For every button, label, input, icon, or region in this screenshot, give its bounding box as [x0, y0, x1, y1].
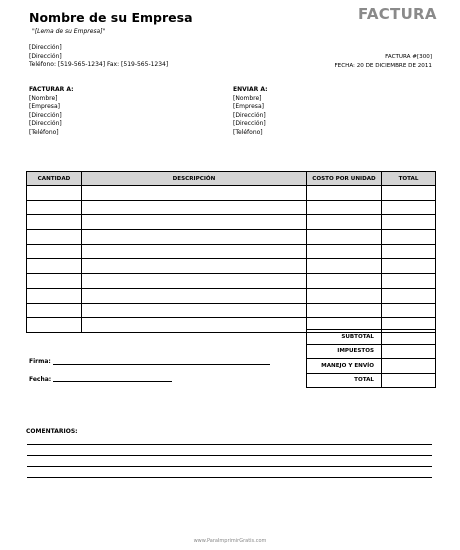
totals-table: [306, 329, 436, 388]
total-cell[interactable]: [382, 274, 436, 289]
unit-cost-cell[interactable]: [307, 186, 382, 201]
description-cell[interactable]: [82, 230, 307, 245]
table-row: [27, 230, 436, 245]
column-header-quantity: CANTIDAD: [27, 172, 82, 186]
items-header-row: [27, 172, 436, 186]
column-header-description: DESCRIPCIÓN: [82, 172, 307, 186]
bill-to-line: [Teléfono]: [29, 128, 59, 136]
totals-row-total: [307, 373, 436, 388]
ship-to-line: [Dirección]: [233, 111, 266, 119]
signature-line[interactable]: [53, 364, 270, 365]
bill-to-line: [Dirección]: [29, 111, 62, 119]
table-row: [27, 200, 436, 215]
unit-cost-cell[interactable]: [307, 259, 382, 274]
column-header-unit-cost: COSTO POR UNIDAD: [307, 172, 382, 186]
comment-line[interactable]: [27, 466, 432, 467]
quantity-cell[interactable]: [27, 215, 82, 230]
comments-label: COMENTARIOS:: [26, 428, 78, 435]
total-cell[interactable]: [382, 288, 436, 303]
description-cell[interactable]: [82, 200, 307, 215]
sender-address-line: [Dirección]: [29, 52, 62, 60]
bill-to-line: [Dirección]: [29, 120, 62, 128]
description-cell[interactable]: [82, 244, 307, 259]
quantity-cell[interactable]: [27, 230, 82, 245]
taxes-label: IMPUESTOS: [307, 344, 382, 359]
subtotal-value[interactable]: [382, 330, 436, 345]
quantity-cell[interactable]: [27, 274, 82, 289]
table-row: [27, 288, 436, 303]
total-cell[interactable]: [382, 215, 436, 230]
taxes-value[interactable]: [382, 344, 436, 359]
date-label: Fecha:: [29, 376, 52, 383]
description-cell[interactable]: [82, 274, 307, 289]
company-name: Nombre de su Empresa: [29, 10, 193, 25]
quantity-cell[interactable]: [27, 186, 82, 201]
shipping-label: MANEJO Y ENVÍO: [307, 359, 382, 374]
quantity-cell[interactable]: [27, 244, 82, 259]
ship-to-line: [Nombre]: [233, 94, 262, 102]
subtotal-label: SUBTOTAL: [307, 330, 382, 345]
total-cell[interactable]: [382, 259, 436, 274]
table-row: [27, 244, 436, 259]
unit-cost-cell[interactable]: [307, 274, 382, 289]
totals-row-shipping: [307, 359, 436, 374]
comment-line[interactable]: [27, 444, 432, 445]
shipping-value[interactable]: [382, 359, 436, 374]
table-row: [27, 215, 436, 230]
unit-cost-cell[interactable]: [307, 230, 382, 245]
grand-total-label: TOTAL: [307, 373, 382, 388]
comment-line[interactable]: [27, 455, 432, 456]
unit-cost-cell[interactable]: [307, 244, 382, 259]
total-cell[interactable]: [382, 230, 436, 245]
bill-to-label: FACTURAR A:: [29, 86, 74, 93]
bill-to-line: [Empresa]: [29, 103, 60, 111]
table-row: [27, 186, 436, 201]
unit-cost-cell[interactable]: [307, 288, 382, 303]
unit-cost-cell[interactable]: [307, 303, 382, 318]
description-cell[interactable]: [82, 288, 307, 303]
total-cell[interactable]: [382, 244, 436, 259]
totals-row-subtotal: [307, 330, 436, 345]
invoice-meta: [334, 53, 432, 70]
sender-address-line: [Dirección]: [29, 44, 62, 51]
total-cell[interactable]: [382, 200, 436, 215]
footer-website: www.ParaImprimirGratis.com: [193, 538, 267, 544]
description-cell[interactable]: [82, 303, 307, 318]
table-row: [27, 274, 436, 289]
description-cell[interactable]: [82, 215, 307, 230]
table-row: [27, 303, 436, 318]
quantity-cell[interactable]: [27, 259, 82, 274]
invoice-number: FACTURA #[300]: [385, 54, 432, 60]
total-cell[interactable]: [382, 303, 436, 318]
signature-label: Firma:: [29, 358, 51, 365]
date-line[interactable]: [53, 381, 172, 382]
comment-line[interactable]: [27, 477, 432, 478]
document-title: FACTURA: [358, 5, 437, 23]
totals-row-taxes: [307, 344, 436, 359]
total-cell[interactable]: [382, 186, 436, 201]
table-row: [27, 259, 436, 274]
description-cell[interactable]: [82, 318, 307, 333]
bill-to-block: [29, 86, 74, 138]
company-slogan: "[Lema de su Empresa]": [32, 28, 106, 35]
invoice-date: FECHA: 20 DE DICIEMBRE DE 2011: [334, 62, 432, 69]
quantity-cell[interactable]: [27, 303, 82, 318]
bill-to-line: [Nombre]: [29, 94, 58, 102]
description-cell[interactable]: [82, 186, 307, 201]
quantity-cell[interactable]: [27, 200, 82, 215]
sender-address: [29, 44, 168, 70]
ship-to-line: [Teléfono]: [233, 128, 263, 136]
unit-cost-cell[interactable]: [307, 215, 382, 230]
ship-to-block: [233, 86, 268, 138]
quantity-cell[interactable]: [27, 288, 82, 303]
ship-to-line: [Empresa]: [233, 103, 264, 111]
quantity-cell[interactable]: [27, 318, 82, 333]
grand-total-value[interactable]: [382, 373, 436, 388]
unit-cost-cell[interactable]: [307, 200, 382, 215]
sender-contact: Teléfono: [519-565-1234] Fax: [519-565-1234]: [29, 61, 169, 69]
description-cell[interactable]: [82, 259, 307, 274]
ship-to-line: [Dirección]: [233, 120, 266, 128]
column-header-total: TOTAL: [382, 172, 436, 186]
items-table: [26, 171, 436, 333]
ship-to-label: ENVIAR A:: [233, 86, 268, 93]
